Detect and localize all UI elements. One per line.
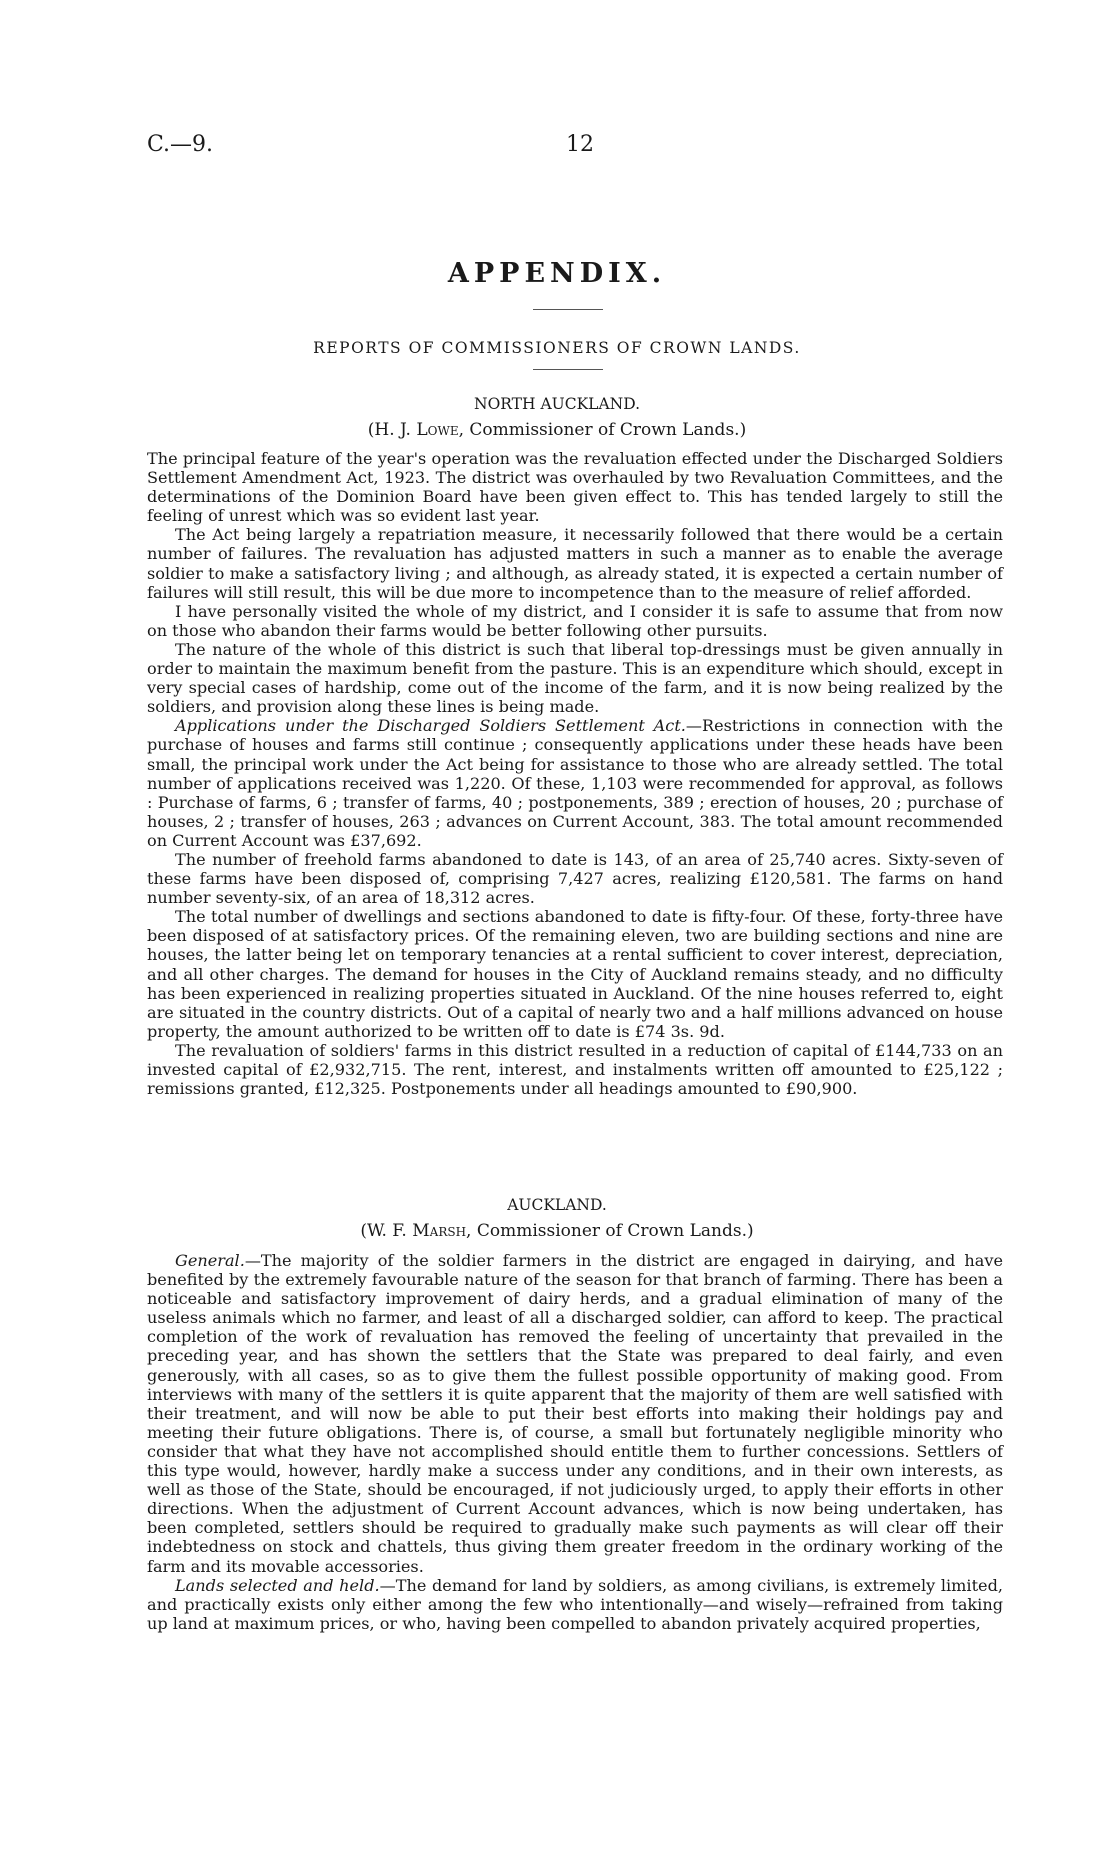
section-heading-north-auckland: NORTH AUCKLAND. <box>474 395 640 413</box>
paragraph <box>147 1251 1003 1576</box>
paragraph-text: —The demand for land by soldiers, as among civilians, is extremely limited, and practically exists only either among the few who intentionally—and wisely—refrained from taking up land at maximum prices, or who, having been compelled to abandon privately acquired properties, <box>147 1575 1003 1633</box>
paragraph-lead: Lands selected and held. <box>175 1575 380 1595</box>
paragraph: The revaluation of soldiers' farms in this district resulted in a reduction of capital of £144,733 on an invested capital of £2,932,715. The rent, interest, and instalments written off amounted to £25,122 ; remissions granted, £12,325. Postponements under all headings amounted to £90,900. <box>147 1040 1003 1099</box>
page-title: APPENDIX. <box>447 258 667 289</box>
title-divider <box>533 309 603 310</box>
paragraph-text: —Restrictions in connection with the purchase of houses and farms still continue ; consequently applications under these heads have been small, the principal work under the Act being for assistance to those who are already settled. The total number of applications received was 1,220. Of these, 1,103 were recommended for approval, as follows : Purchase of farms, 6 ; transfer of farms, 40 ; postponements, 389 ; erection of houses, 20 ; purchase of houses, 2 ; transfer of houses, 263 ; advances on Current Account, 383. The total amount recommended on Current Account was £37,692. <box>147 716 1003 850</box>
page-number: 12 <box>566 132 594 157</box>
subtitle-divider <box>533 369 603 370</box>
paragraph-text: —The majority of the soldier farmers in the district are engaged in dairying, and have benefited by the extremely favourable nature of the season for that branch of farming. There has been a noticeable and satisfactory improvement of dairy herds, and a gradual elimination of many of the useless animals which no farmer, and least of all a discharged soldier, can afford to keep. The practical completion of the work of revaluation has removed the feeling of uncertainty that prevailed in the preceding year, and has shown the settlers that the State was prepared to deal fairly, and even generously, with all cases, so as to give them the fullest possible opportunity of making good. From interviews with many of the settlers it is quite apparent that the majority of them are well satisfied with their treatment, and will now be able to put their best efforts into making their holdings pay and meeting their future obligations. There is, of course, a small but fortunately negligible minority who consider that what they have not accomplished should entitle them to further concessions. Settlers of this type would, however, hardly make a success under any conditions, and in their own interests, as well as those of the State, should be encouraged, if not judiciously urged, to apply their efforts in other directions. When the adjustment of Current Account advances, which is now being undertaken, has been completed, settlers should be required to gradually make such payments as will clear off their indebtedness on stock and chattels, thus giving them greater freedom in the ordinary working of the farm and its movable accessories. <box>147 1251 1003 1576</box>
commissioner-name: Lowe <box>416 420 459 440</box>
paragraph: The number of freehold farms abandoned to date is 143, of an area of 25,740 acres. Sixty-seven of these farms have been disposed of, comprising 7,427 acres, realizing £120,581. The farms on hand number seventy-six, of an area of 18,312 acres. <box>147 849 1003 908</box>
byline-open: (W. F. <box>360 1221 413 1241</box>
byline-north-auckland <box>0 420 1114 440</box>
paragraph-lead: Applications under the Discharged Soldiers Settlement Act. <box>175 716 686 736</box>
paragraph: The total number of dwellings and sections abandoned to date is fifty-four. Of these, forty-three have been disposed of at satisfactory prices. Of the remaining eleven, two are building sections and nine are houses, the latter being let on temporary tenancies at a rental sufficient to cover interest, depreciation, and all other charges. The demand for houses in the City of Auckland remains steady, and no difficulty has been experienced in realizing properties situated in Auckland. Of the nine houses referred to, eight are situated in the country districts. Out of a capital of nearly two and a half millions advanced on house property, the amount authorized to be written off to date is £74 3s. 9d. <box>147 907 1003 1041</box>
paragraph: The Act being largely a repatriation measure, it necessarily followed that there would be a certain number of failures. The revaluation has adjusted matters in such a manner as to enable the average soldier to make a satisfactory living ; and although, as already stated, it is expected a certain number of failures will still result, this will be due more to incompetence than to the measure of relief afforded. <box>147 525 1003 602</box>
document-reference: C.—9. <box>147 132 214 157</box>
section-heading-auckland: AUCKLAND. <box>507 1196 607 1214</box>
byline-auckland <box>0 1221 1114 1241</box>
byline-open: (H. J. <box>367 420 417 440</box>
paragraph: The principal feature of the year's operation was the revaluation effected under the Discharged Soldiers Settlement Amendment Act, 1923. The district was overhauled by two Revaluation Committees, and the determinations of the Dominion Board have been given effect to. This has tended largely to still the feeling of unrest which was so evident last year. <box>147 449 1003 526</box>
byline-rest: , Commissioner of Crown Lands.) <box>458 420 747 440</box>
auckland-report <box>147 1251 1003 1633</box>
paragraph: The nature of the whole of this district is such that liberal top-dressings must be given annually in order to maintain the maximum benefit from the pasture. This is an expenditure which should, except in very special cases of hardship, come out of the income of the farm, and it is now being realized by the soldiers, and provision along these lines is being made. <box>147 639 1003 717</box>
paragraph-lead: General. <box>175 1251 245 1270</box>
byline-rest: , Commissioner of Crown Lands.) <box>466 1221 754 1241</box>
north-auckland-report <box>147 449 1003 1098</box>
commissioner-name: Marsh <box>412 1221 467 1241</box>
paragraph <box>147 1576 1003 1633</box>
paragraph: I have personally visited the whole of my district, and I consider it is safe to assume that from now on those who abandon their farms would be better following other pursuits. <box>147 601 1003 640</box>
paragraph <box>147 716 1003 850</box>
subtitle: REPORTS OF COMMISSIONERS OF CROWN LANDS. <box>313 339 801 357</box>
